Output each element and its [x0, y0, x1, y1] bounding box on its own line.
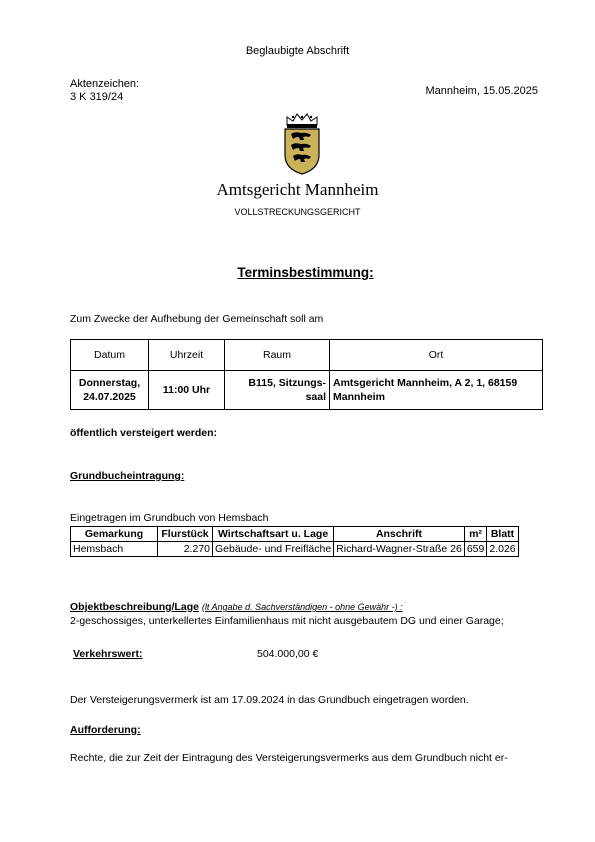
versteigert-text: öffentlich versteigert werden:	[70, 427, 218, 439]
intro-text: Zum Zwecke der Aufhebung der Gemeinschaft soll am	[70, 313, 324, 325]
header-wirtschaftsart: Wirtschaftsart u. Lage	[213, 527, 334, 542]
aufforderung-text: Rechte, die zur Zeit der Eintragung des Versteigerungsvermerks aus dem Grundbuch nicht er-	[70, 752, 508, 764]
header-gemarkung: Gemarkung	[71, 527, 158, 542]
grundbuch-heading: Grundbucheintragung:	[70, 470, 185, 482]
header-uhrzeit: Uhrzeit	[149, 340, 225, 371]
cell-anschrift: Richard-Wagner-Straße 26	[334, 542, 465, 557]
table-row	[71, 371, 543, 410]
cell-gemarkung: Hemsbach	[71, 542, 158, 557]
court-subtitle: VOLLSTRECKUNGSGERICHT	[234, 207, 361, 217]
verkehrswert-label: Verkehrswert:	[73, 648, 143, 660]
cell-blatt: 2.026	[487, 542, 518, 557]
termin-raum: B115, Sitzungs-saal	[225, 371, 330, 410]
objekt-heading-line	[70, 601, 403, 614]
termin-table-header	[71, 340, 543, 371]
termin-uhrzeit: 11:00 Uhr	[149, 371, 225, 410]
court-name: Amtsgericht Mannheim	[216, 180, 379, 199]
objekt-text: 2-geschossiges, unterkellertes Einfamilienhaus mit nicht ausgebautem DG und einer Garage;	[70, 615, 504, 627]
header-blatt: Blatt	[487, 527, 518, 542]
header-ort: Ort	[330, 340, 543, 371]
page-title: Terminsbestimmung:	[237, 265, 374, 280]
place-date: Mannheim, 15.05.2025	[425, 85, 538, 97]
table-row	[71, 542, 519, 557]
grundbuch-table	[70, 526, 519, 557]
header-flurstueck: Flurstück	[158, 527, 213, 542]
termin-table	[70, 339, 543, 410]
verkehrswert-value: 504.000,00 €	[257, 648, 319, 660]
vermerk-text: Der Versteigerungsvermerk ist am 17.09.2024 in das Grundbuch eingetragen worden.	[70, 694, 469, 706]
header-datum: Datum	[71, 340, 149, 371]
coat-of-arms-icon	[279, 111, 325, 175]
cell-flurstueck: 2.270	[158, 542, 213, 557]
objekt-heading: Objektbeschreibung/Lage	[70, 601, 199, 613]
aktenzeichen-label: Aktenzeichen:	[70, 78, 140, 90]
objekt-note: (lt Angabe d. Sachverständigen - ohne Gewähr -) :	[201, 602, 403, 612]
grundbuch-table-header	[71, 527, 519, 542]
termin-datum: Donnerstag, 24.07.2025	[71, 371, 149, 410]
aktenzeichen: 3 K 319/24	[70, 91, 124, 103]
document-type: Beglaubigte Abschrift	[245, 45, 350, 57]
termin-ort: Amtsgericht Mannheim, A 2, 1, 68159 Mannheim	[330, 371, 543, 410]
header-m2: m²	[464, 527, 487, 542]
header-anschrift: Anschrift	[334, 527, 465, 542]
aufforderung-heading: Aufforderung:	[70, 724, 141, 736]
header-raum: Raum	[225, 340, 330, 371]
grundbuch-intro: Eingetragen im Grundbuch von Hemsbach	[70, 512, 269, 524]
cell-wirtschaftsart: Gebäude- und Freifläche	[213, 542, 334, 557]
cell-m2: 659	[464, 542, 487, 557]
